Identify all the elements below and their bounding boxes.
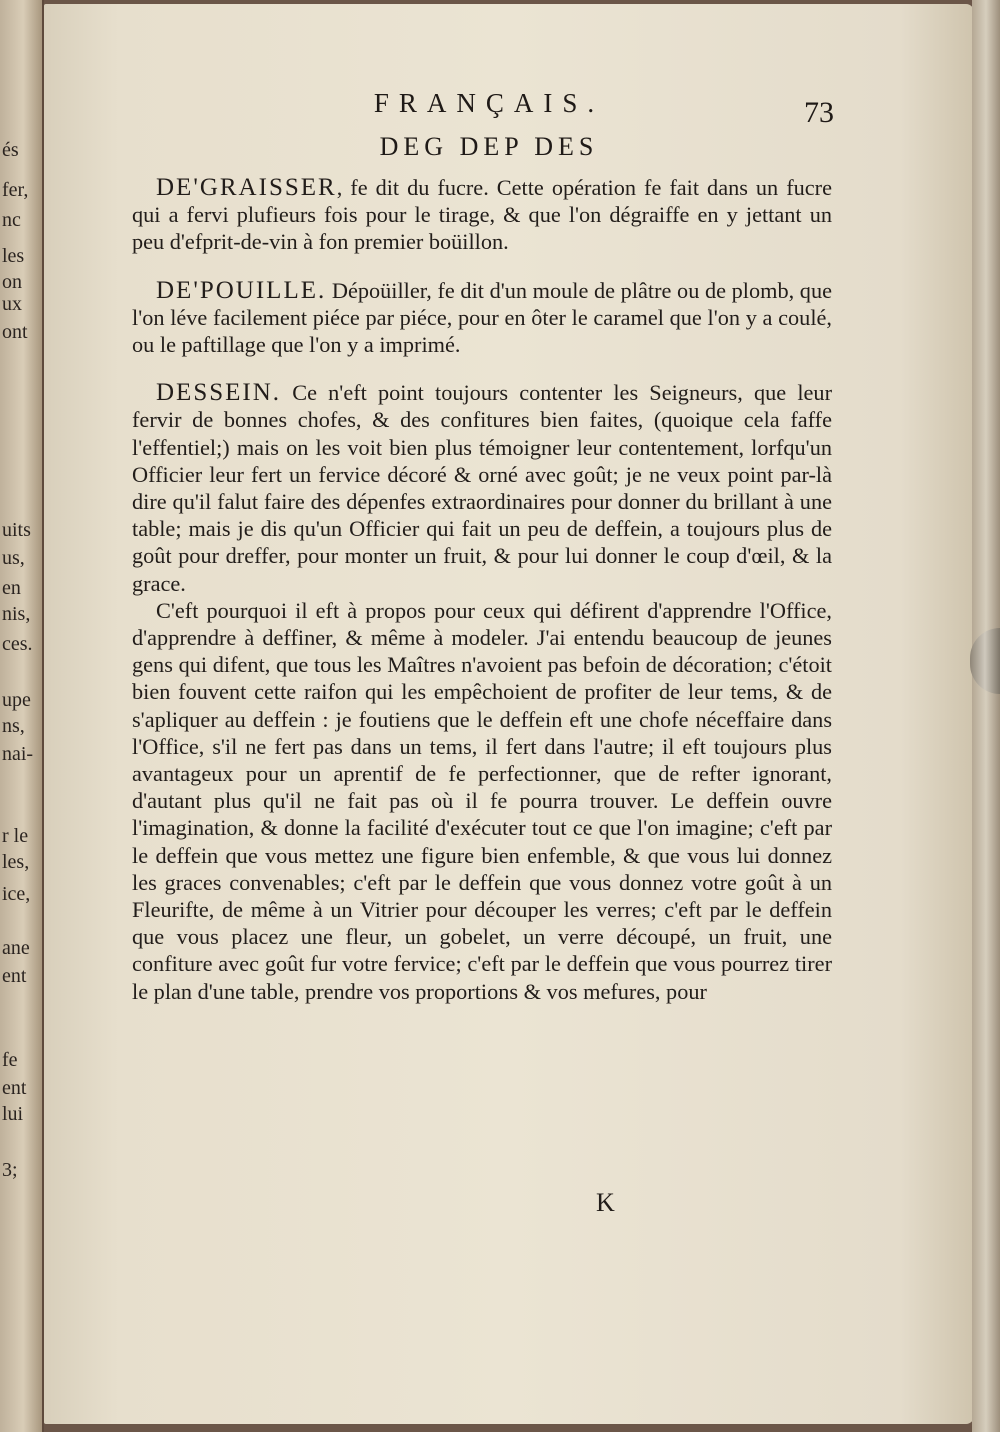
facing-page-fragment: us, bbox=[2, 547, 25, 569]
facing-page-fragment: ns, bbox=[2, 715, 25, 737]
facing-page-fragment: upe bbox=[2, 689, 31, 711]
facing-page-fragment: lui bbox=[2, 1103, 24, 1125]
entry-headword: DESSEIN. bbox=[156, 379, 282, 407]
facing-page-fragment: on bbox=[2, 271, 22, 293]
facing-page-fragment: nai- bbox=[2, 743, 34, 765]
facing-page-fragment: r le bbox=[2, 825, 29, 847]
page-fore-edge bbox=[972, 0, 1000, 1432]
facing-page-fragment: les bbox=[2, 245, 25, 267]
facing-page-fragment: uits bbox=[2, 519, 31, 541]
guide-words: DEG DEP DES bbox=[379, 132, 599, 161]
entry-headword: DE'POUILLE. bbox=[156, 276, 327, 304]
entry-headword: DE'GRAISSER bbox=[156, 174, 337, 201]
entry-text: , fe dit du fucre. Cette opération fe fait dans un fucre qui a fervi plufieurs fois pour le tirage, & que l'on dégraiffe en y jettant un peu d'efprit-de-vin à fon premier boüillon. bbox=[132, 175, 832, 255]
catchword: K bbox=[596, 1188, 615, 1217]
page-text bbox=[132, 174, 832, 1005]
facing-page-fragment: les, bbox=[2, 851, 30, 873]
facing-page-fragment: ane bbox=[2, 937, 30, 959]
facing-page-edge bbox=[0, 0, 44, 1432]
page-number: 73 bbox=[804, 96, 834, 129]
entry-text: Dépoüiller, fe dit d'un moule de plâtre ou de plomb, que l'on léve facilement piéce par piéce, pour en ôter le caramel que l'on y a coulé, ou le paftillage que l'on y a imprimé. bbox=[132, 277, 832, 358]
entry-text: Ce n'eft point toujours contenter les Seigneurs, que leur fervir de bonnes chofes, & des confitures bien faites, (quoique cela faffe l'effentiel;) mais on les voit bien plus témoigner leur contentement, lorfqu'un Officier leur fert un fervice décoré & orné avec goût; je ne veux point par-là dire qu'il falut faire des dépenfes extraordinaires pour donner du brillant à une table; mais je dis qu'un Officier qui fait un peu de deffein, a toujours plus de goût pour dreffer, pour monter un fruit, & pour lui donner le coup d'œil, & la grace. bbox=[132, 380, 832, 596]
facing-page-fragment: ux bbox=[2, 293, 22, 315]
running-head: FRANÇAIS. bbox=[373, 88, 605, 118]
facing-page-fragment: ces. bbox=[2, 633, 33, 655]
facing-page-fragment: nis, bbox=[2, 603, 31, 625]
facing-page-fragment: ont bbox=[2, 321, 28, 343]
entry-degraisser bbox=[132, 174, 832, 256]
entry-dessein bbox=[132, 379, 832, 597]
facing-page-fragment: ent bbox=[2, 1077, 27, 1099]
entry-depouille bbox=[132, 277, 832, 359]
facing-page-fragment: en bbox=[2, 577, 21, 599]
facing-page-fragment: fe bbox=[2, 1049, 18, 1071]
facing-page-fragment: fer, bbox=[2, 179, 29, 201]
body-paragraph: C'eft pourquoi il eft à propos pour ceux qui défirent d'apprendre l'Office, d'apprendre à deffiner, & même à modeler. J'ai entendu beaucoup de jeunes gens qui difent, que tous les Maîtres n'avoient pas befoin de décoration; c'étoit bien fouvent cette raifon qui les empêchoient de profiter de leur tems, & de s'apliquer au deffein : je foutiens que le deffein eft une chofe néceffaire dans l'Office, s'il ne fert pas dans un tems, il fert dans l'autre; il eft toujours plus avantageux pour un aprentif de fe perfectionner, que de refter ignorant, d'autant plus qu'il ne fait pas où il fe pourra trouver. Le deffein ouvre l'imagination, & donne la facilité d'exécuter tout ce que l'on imagine; c'eft par le deffein que vous mettez une figure bien enfemble, & que vous lui donnez les graces convenables; c'eft par le deffein que vous donnez votre goût à un Fleurifte, de même à un Vitrier pour découper les verres; c'eft par le deffein que vous placez une fleur, un gobelet, un verre découpé, un fruit, une confiture avec goût fur votre fervice; c'eft par le deffein que vous pourrez tirer le plan d'une table, prendre vos proportions & vos mefures, pour bbox=[132, 597, 832, 1004]
facing-page-fragment: és bbox=[2, 139, 19, 161]
facing-page-fragment: ent bbox=[2, 965, 27, 987]
book-page bbox=[44, 4, 974, 1424]
facing-page-fragment: ice, bbox=[2, 883, 31, 905]
facing-page-fragment: 3; bbox=[2, 1159, 18, 1181]
facing-page-fragment: nc bbox=[2, 209, 21, 231]
